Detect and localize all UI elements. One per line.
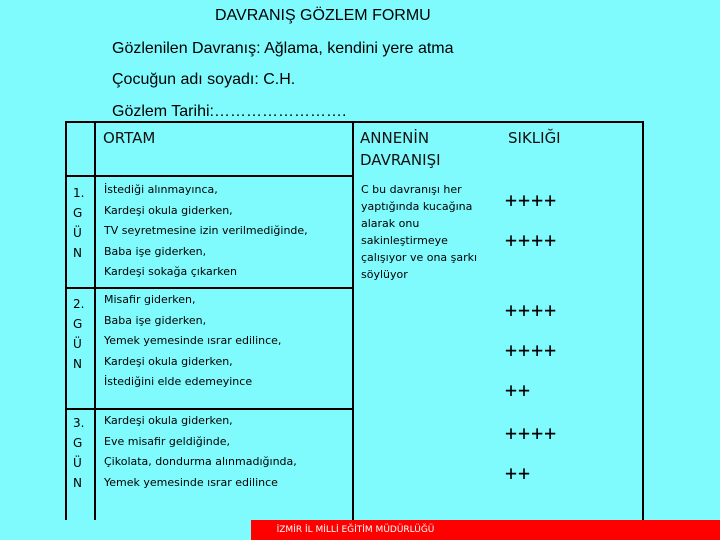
frequency-mark-6: ++++ [505, 421, 558, 445]
day-col-divider [94, 121, 96, 520]
frequency-mark-2: ++++ [505, 228, 558, 252]
row-divider-2 [65, 408, 354, 410]
column-header-frequency: SIKLIĞI [508, 129, 561, 147]
column-header-environment: ORTAM [103, 129, 156, 147]
day-label-1: 1. G Ü N [73, 186, 85, 260]
day-label-2: 2. G Ü N [73, 297, 85, 371]
frequency-mark-4: ++++ [505, 338, 558, 362]
frequency-mark-5: ++ [505, 378, 532, 402]
environment-list-3: Kardeşi okula giderken, Eve misafir geldiğinde, Çikolata, dondurma alınmadığında, Yemek yemesinde ısrar edilince [104, 414, 297, 489]
environment-list-1: İstediği alınmayınca, Kardeşi okula giderken, TV seyretmesine izin verilmediğinde, Baba işe giderken, Kardeşi sokağa çıkarken [104, 183, 308, 278]
frequency-mark-1: ++++ [505, 188, 558, 212]
environment-list-2: Misafir giderken, Baba işe giderken, Yemek yemesinde ısrar edilince, Kardeşi okula giderken, İstediğini elde edemeyince [104, 293, 282, 388]
table-top-border [65, 121, 644, 123]
form-title: DAVRANIŞ GÖZLEM FORMU [215, 7, 431, 24]
child-name: Çocuğun adı soyadı: C.H. [112, 71, 296, 88]
observed-behavior: Gözlenilen Davranış: Ağlama, kendini yere atma [112, 40, 454, 57]
table-right-border [642, 121, 644, 520]
row-divider-1 [65, 287, 354, 289]
env-col-divider [352, 121, 354, 520]
day-label-3: 3. G Ü N [73, 416, 85, 490]
table-left-border [65, 121, 67, 520]
column-header-mother-behavior: ANNENİN DAVRANIŞI [360, 129, 441, 169]
footer-text: İZMİR İL MİLLİ EĞİTİM MÜDÜRLÜĞÜ [276, 525, 435, 535]
mother-behavior-text: C bu davranışı her yaptığında kucağına alarak onu sakinleştirmeye çalışıyor ve ona şarkı söylüyor [361, 183, 478, 281]
frequency-mark-7: ++ [505, 461, 532, 485]
observation-date: Gözlem Tarihi:……………………. [112, 103, 347, 120]
table-header-divider [65, 175, 354, 177]
frequency-mark-3: ++++ [505, 298, 558, 322]
footer-banner [251, 520, 720, 540]
